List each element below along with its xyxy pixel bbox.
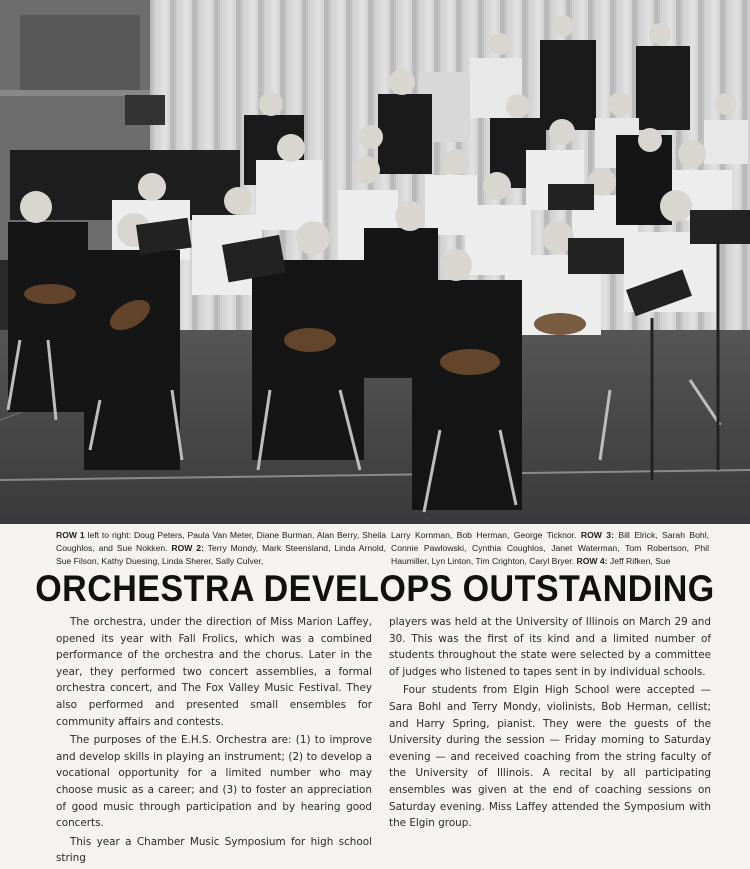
caption-row-label: ROW 3: [580,530,614,540]
article-paragraph: This year a Chamber Music Symposium for high school string [56,835,372,865]
article-paragraph-continued: players was held at the University of Illinois on March 29 and 30. This was the first of its kind and a limited number of students throughout the state were selected by a committee of judges who listened to tapes sent in by individual schools. [389,616,711,678]
caption-row-label: ROW 4: [576,556,608,566]
caption-row-label: ROW 2: [171,543,204,553]
article-paragraph: The orchestra, under the direction of Miss Marion Laffey, opened its year with Fall Frolics, which was a combined performance of the orchestra and the chorus. Later in the year, they performed two concert assemblies, a formal orchestra concert, and The Fox Valley Music Festival. They also performed and presented small ensembles for community affairs and contests. [56,616,372,728]
article-paragraph: The purposes of the E.H.S. Orchestra are: (1) to improve and develop skills in playing an instrument; (2) to develop a vocational opportunity for a limited number who may choose music as a career; and (3) to foster an appreciation of good music through participation and by hearing good concerts. [56,734,372,830]
article-headline: ORCHESTRA DEVELOPS OUTSTANDING [35,568,715,609]
caption-names: Terry Mondy, Mark Steensland, Linda Arnold, Sue Filson, Kathy Duesing, Linda Sherer, Sally Culver, [56,543,387,566]
caption-names: Bill Elrick, Sarah Bohl, Connie Pawlowski, Cynthia Coughlos, Janet Waterman, Tom Robertson, Phil Haumiller, Lyn Linton, Tim Crighton, Caryl Bryer. [391,530,709,566]
caption-right-column [391,529,709,568]
caption-names: Larry Kornman, Bob Herman, George Ticknor. [391,530,581,540]
caption-row-label: ROW 1 [56,530,85,540]
caption-names: Jeff Rifken, Sue [607,556,671,566]
article-left-column [56,614,372,869]
article-right-column [389,614,711,834]
article-paragraph: Four students from Elgin High School were accepted — Sara Bohl and Terry Mondy, violinists, Bob Herman, cellist; and Harry Spring, pianist. They were the guests of the University during the session — Friday morning to Saturday evening — and received coaching from the string faculty of the University of Illinois. A recital by all participating ensembles was given at the end of coaching sessions on Saturday evening. Miss Laffey attended the Symposium with the Elgin group. [389,684,711,830]
caption-left-column [56,529,386,568]
photo-caption [0,529,750,569]
caption-names: left to right: Doug Peters, Paula Van Meter, Diane Burman, Alan Berry, Sheila Coughlos, and Sue Nokken. [56,530,386,553]
